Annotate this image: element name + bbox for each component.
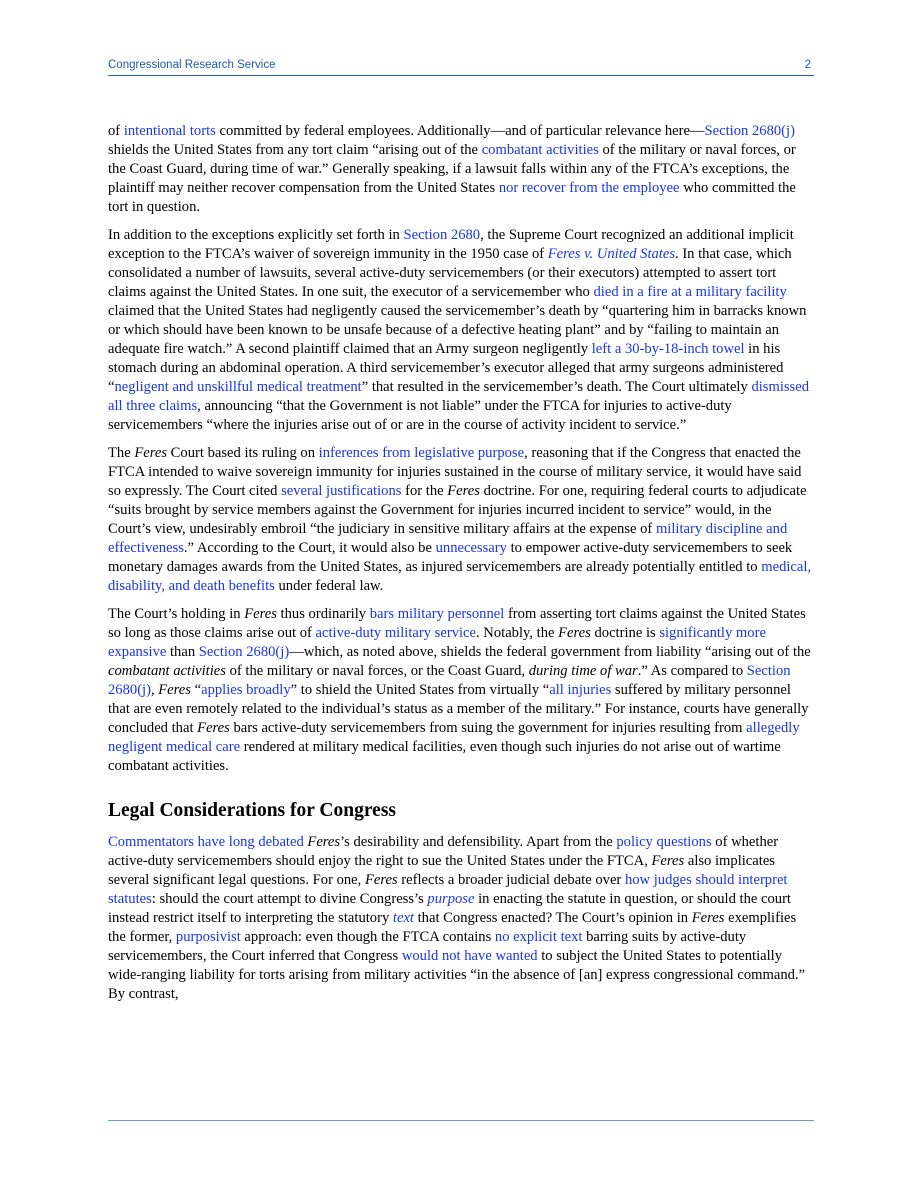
link-purpose[interactable] xyxy=(427,891,474,907)
link-would-not-have-wanted[interactable]: would not have wanted xyxy=(401,948,538,964)
link-benefits[interactable]: medical, disability, and death benefits xyxy=(108,559,812,594)
link-no-explicit-text[interactable]: no explicit text xyxy=(494,929,583,945)
link-intentional-torts[interactable]: intentional torts xyxy=(123,123,216,139)
link-active-duty-service[interactable]: active-duty military service xyxy=(315,625,476,641)
text: “ xyxy=(190,682,202,698)
text: shields the United States from any tort claim “arising out of the xyxy=(108,142,482,158)
case-name: Feres xyxy=(307,834,341,850)
paragraph-1 xyxy=(108,122,816,217)
text: who committed the tort in question. xyxy=(108,180,796,215)
case-name: Feres xyxy=(447,483,480,499)
link-unnecessary[interactable]: unnecessary xyxy=(435,540,507,556)
text: of the military or naval forces, or the Coast Guard, xyxy=(225,663,529,679)
case-name: Feres xyxy=(134,445,168,461)
case-name: Feres xyxy=(244,606,277,622)
text: in enacting the statute in question, or should the court instead restrict itself to interpreting the statutory xyxy=(108,891,791,926)
link-section-2680j-third[interactable]: Section 2680(j) xyxy=(108,663,791,698)
text: —which, as noted above, shields the federal government from liability “arising out of the xyxy=(289,644,811,660)
text: of xyxy=(108,123,124,139)
link-towel[interactable]: left a 30-by-18-inch towel xyxy=(591,341,745,357)
text: to empower active-duty servicemembers to seek monetary damages awards from the United States, as injured servicemembers are already potentially entitled to xyxy=(108,540,793,575)
text: in his stomach during an abdominal operation. A third servicemember’s executor alleged that army surgeons administered “ xyxy=(108,341,784,395)
text: also implicates several significant legal questions. For one, xyxy=(108,853,775,888)
emphasis-text: text xyxy=(392,910,414,926)
link-several-justifications[interactable]: several justifications xyxy=(281,483,402,499)
text: bars active-duty servicemembers from suing the government for injuries resulting from xyxy=(229,720,747,736)
text: .” According to the Court, it would also be xyxy=(183,540,436,556)
text: In addition to the exceptions explicitly set forth in xyxy=(108,227,404,243)
case-name: Feres xyxy=(558,625,591,641)
link-significantly-more-expansive[interactable]: significantly more expansive xyxy=(108,625,766,660)
paragraph-5 xyxy=(108,833,816,1004)
link-died-in-fire[interactable]: died in a fire at a military facility xyxy=(593,284,787,300)
header-org-name: Congressional Research Service xyxy=(108,59,276,71)
case-name: Feres xyxy=(651,853,685,869)
emphasis-text: combatant activities xyxy=(108,663,226,679)
text: committed by federal employees. Additionally—and of particular relevance here— xyxy=(215,123,705,139)
link-how-judges-interpret[interactable]: how judges should interpret statutes xyxy=(108,872,788,907)
text: doctrine. For one, requiring federal courts to adjudicate “suits brought by service members against the Government for injuries incurred incident to service” would, in the Court’s view, undesirably embroil “the judiciary in sensitive military affairs at the expense of xyxy=(108,483,807,537)
link-section-2680j[interactable]: Section 2680(j) xyxy=(704,123,795,139)
link-section-2680j-second[interactable]: Section 2680(j) xyxy=(198,644,290,660)
text: of the military or naval forces, or the Coast Guard, during time of war.” Generally speaking, if a lawsuit falls within any of the FTCA’s exceptions, the plaintiff may neither recover compensation from the United States xyxy=(108,142,796,196)
footer-divider xyxy=(108,1120,814,1121)
link-legislative-purpose[interactable]: inferences from legislative purpose xyxy=(318,445,525,461)
case-name: Feres xyxy=(197,720,230,736)
link-military-discipline[interactable]: military discipline and effectiveness xyxy=(108,521,788,556)
text: that Congress enacted? The Court’s opinion in xyxy=(413,910,692,926)
text: exemplifies the former, xyxy=(108,910,797,945)
page-header xyxy=(108,58,814,76)
text: approach: even though the FTCA contains xyxy=(240,929,495,945)
link-text[interactable] xyxy=(393,910,414,926)
emphasis-text: during time of war xyxy=(528,663,638,679)
link-dismissed-claims[interactable]: dismissed all three claims xyxy=(108,379,810,414)
document-body xyxy=(108,122,816,1013)
text: . Notably, the xyxy=(476,625,559,641)
paragraph-3 xyxy=(108,444,816,596)
text: .” As compared to xyxy=(637,663,747,679)
link-purposivist[interactable]: purposivist xyxy=(175,929,241,945)
text: , xyxy=(150,682,159,698)
link-bars-military-personnel[interactable]: bars military personnel xyxy=(369,606,505,622)
text: ” to shield the United States from virtually “ xyxy=(290,682,550,698)
paragraph-4 xyxy=(108,605,816,776)
text: rendered at military medical facilities, even though such injuries do not arise out of wartime combatant activities. xyxy=(108,739,781,774)
text: of whether active-duty servicemembers should enjoy the right to sue the United States under the FTCA, xyxy=(108,834,779,869)
case-name: Feres xyxy=(691,910,725,926)
link-combatant-activities[interactable]: combatant activities xyxy=(481,142,599,158)
link-applies-broadly[interactable]: applies broadly xyxy=(201,682,291,698)
text: from asserting tort claims against the United States so long as those claims arise out of xyxy=(108,606,806,641)
case-name: Feres xyxy=(158,682,191,698)
link-negligent-medical-care[interactable]: allegedly negligent medical care xyxy=(108,720,800,755)
text: to subject the United States to potentially wide-ranging liability for torts arising from military activities “in the absence of [an] express congressional command.” By contrast, xyxy=(108,948,806,1002)
page-number: 2 xyxy=(804,59,811,71)
text: barring suits by active-duty servicemembers, the Court inferred that Congress xyxy=(108,929,747,964)
link-section-2680[interactable]: Section 2680 xyxy=(403,227,481,243)
link-policy-questions[interactable]: policy questions xyxy=(616,834,712,850)
paragraph-2 xyxy=(108,226,816,435)
text: doctrine is xyxy=(590,625,660,641)
text: claimed that the United States had negligently caused the servicemember’s death by “quartering him in barracks known or which should have been known to be unsafe because of a defective heating plant” and by “failing to maintain an adequate fire watch.” A second plaintiff claimed that an Army surgeon negligently xyxy=(108,303,807,357)
text: Court based its ruling on xyxy=(167,445,319,461)
text: , reasoning that if the Congress that enacted the FTCA intended to waive sovereign immunity for injuries sustained in the course of military service, it would have said so expressly. The Court cited xyxy=(108,445,802,499)
text: , announcing “that the Government is not liable” under the FTCA for injuries to active-duty servicemembers “where the injuries arise out of or are in the course of activity incident to service.” xyxy=(108,398,732,433)
link-negligent-medical-treatment[interactable]: negligent and unskillful medical treatment xyxy=(114,379,362,395)
case-name: Feres v. United States xyxy=(547,246,676,262)
text: than xyxy=(166,644,199,660)
link-all-injuries[interactable]: all injuries xyxy=(549,682,612,698)
text: . In that case, which consolidated a number of lawsuits, several active-duty servicemembers (or their executors) attempted to assert tort claims against the United States. In one suit, the executor of a servicemember who xyxy=(108,246,792,300)
link-feres-v-united-states[interactable] xyxy=(548,246,675,262)
text: under federal law. xyxy=(274,578,384,594)
text: reflects a broader judicial debate over xyxy=(397,872,625,888)
case-name: Feres xyxy=(364,872,398,888)
text: ’s desirability and defensibility. Apart from the xyxy=(340,834,617,850)
section-heading: Legal Considerations for Congress xyxy=(108,800,396,821)
link-commentators[interactable]: Commentators have long debated xyxy=(108,834,304,850)
text: thus ordinarily xyxy=(276,606,370,622)
text: ” that resulted in the servicemember’s death. The Court ultimately xyxy=(361,379,752,395)
text: for the xyxy=(401,483,448,499)
link-nor-recover-from-employee[interactable]: nor recover from the employee xyxy=(498,180,680,196)
text: suffered by military personnel that are even remotely related to the individual’s status as a member of the military.” For instance, courts have generally concluded that xyxy=(108,682,809,736)
text: The Court’s holding in xyxy=(108,606,245,622)
text: , the Supreme Court recognized an additional implicit exception to the FTCA’s waiver of sovereign immunity in the 1950 case of xyxy=(108,227,794,262)
emphasis-text: purpose xyxy=(427,891,475,907)
text: The xyxy=(108,445,135,461)
text: : should the court attempt to divine Congress’s xyxy=(151,891,428,907)
